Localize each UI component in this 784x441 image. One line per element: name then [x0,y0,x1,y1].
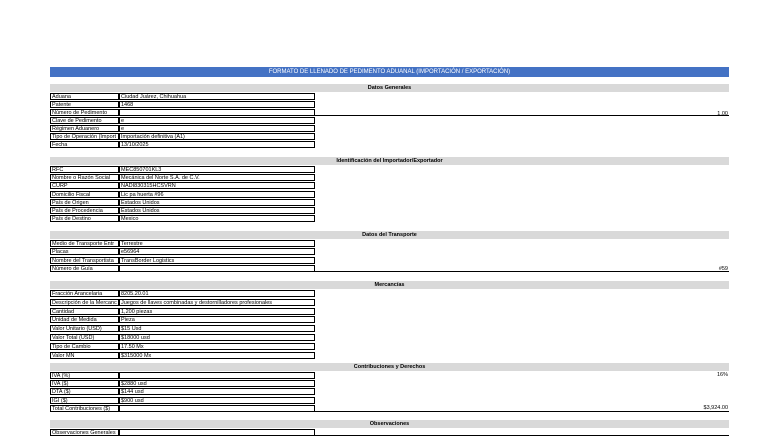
generales-label: Fecha [50,141,119,148]
generales-value-cell[interactable]: Importación definitiva (A1) [119,133,315,140]
importador-label: País de Procedencia [50,207,119,214]
generales-value-cell[interactable]: e [119,125,315,132]
mercancias-value-cell[interactable]: Juegos de llaves combinadas y destornilladores profesionales [119,299,315,306]
contribuciones-label: IVA ($) [50,380,119,387]
generales-label: Clave de Pedimento [50,117,119,124]
transporte-right-value: #59 [718,266,728,272]
generales-label: Número de Pedimento [50,109,119,116]
transporte-value-cell[interactable]: e56964 [119,248,315,255]
transporte-label: Número de Guía [50,265,119,272]
contribuciones-value-cell[interactable]: $144 usd [119,388,315,395]
contribuciones-value-cell[interactable]: $900 usd [119,397,315,404]
mercancias-label: Unidad de Medida [50,316,119,323]
importador-label: País de Origen [50,199,119,206]
generales-value-cell[interactable]: Ciudad Juárez, Chihuahua [119,93,315,100]
transporte-value-cell[interactable]: TransBorder Logistics [119,257,315,264]
total-contribuciones-value: $3,924.00 [703,405,728,411]
contribuciones-value-cell[interactable]: $2880 usd [119,380,315,387]
generales-label: Tipo de Operación (Import [50,133,119,140]
contribuciones-value-cell[interactable] [119,372,315,379]
contribuciones-label: IGI ($) [50,397,119,404]
importador-label: Domicilio Fiscal [50,191,119,198]
transporte-label: Medio de Transporte Entr [50,240,119,247]
generales-value-cell[interactable]: 1468 [119,101,315,108]
mercancias-value-cell[interactable]: $315000 Mx [119,352,315,359]
mercancias-label: Valor MN [50,352,119,359]
mercancias-value-cell[interactable]: 17.50 Mx [119,343,315,350]
importador-label: CURP [50,182,119,189]
importador-value-cell[interactable]: Mecánica del Norte S.A. de C.V. [119,174,315,181]
section-transporte: Datos del Transporte [50,231,729,239]
transporte-label: Placas [50,248,119,255]
generales-right-value: 1.00 [717,111,728,117]
observaciones-label: Observaciones Generales [50,429,119,436]
mercancias-value-cell[interactable]: $15 Usd [119,325,315,332]
contribuciones-label: Total Contribuciones ($) [50,405,119,412]
section-importador: Identificación del Importador/Exportador [50,157,729,165]
mercancias-label: Fracción Arancelaria [50,290,119,297]
importador-label: Nombre o Razón Social [50,174,119,181]
section-observaciones: Observaciones [50,420,729,428]
importador-label: RFC [50,166,119,173]
section-datos-generales: Datos Generales [50,84,729,92]
generales-value-cell[interactable]: e [119,117,315,124]
importador-value-cell[interactable]: Estados Unidos [119,199,315,206]
mercancias-label: Descripción de la Mercanc [50,299,119,306]
section-contribuciones: Contribuciones y Derechos [50,363,729,371]
generales-label: Patente [50,101,119,108]
mercancias-label: Valor Unitario (USD) [50,325,119,332]
transporte-label: Nombre del Transportista [50,257,119,264]
mercancias-label: Tipo de Cambio [50,343,119,350]
form-title: FORMATO DE LLENADO DE PEDIMENTO ADUANAL (IMPORTACIÓN / EXPORTACIÓN) [50,67,729,77]
section-mercancias: Mercancías [50,281,729,289]
contribuciones-label: IVA (%) [50,372,119,379]
transporte-wide-row-line [50,265,729,272]
importador-label: País de Destino [50,215,119,222]
mercancias-value-cell[interactable]: 1,200 piezas [119,308,315,315]
mercancias-value-cell[interactable]: Pieza [119,316,315,323]
importador-value-cell[interactable]: Estados Unidos [119,207,315,214]
generales-value-cell[interactable]: 13/10/2025 [119,141,315,148]
contribuciones-label: DTA ($) [50,388,119,395]
observaciones-wide-row-line [50,429,729,436]
mercancias-value-cell[interactable]: $18000 usd [119,334,315,341]
transporte-value-cell[interactable]: Terrestre [119,240,315,247]
generales-wide-row-line [50,109,729,116]
importador-value-cell[interactable]: MEC850701KL3 [119,166,315,173]
mercancias-label: Cantidad [50,308,119,315]
iva-percent-value: 16% [716,372,728,378]
mercancias-value-cell[interactable]: 8205.20.01 [119,290,315,297]
importador-value-cell[interactable]: Lic pa huerta #96 [119,191,315,198]
importador-value-cell[interactable]: NADI830315HCSVRN [119,182,315,189]
mercancias-label: Valor Total (USD) [50,334,119,341]
importador-value-cell[interactable]: Mexico [119,215,315,222]
generales-label: Régimen Aduanero [50,125,119,132]
generales-label: Aduana [50,93,119,100]
contribuciones-wide-row-line [50,405,729,412]
